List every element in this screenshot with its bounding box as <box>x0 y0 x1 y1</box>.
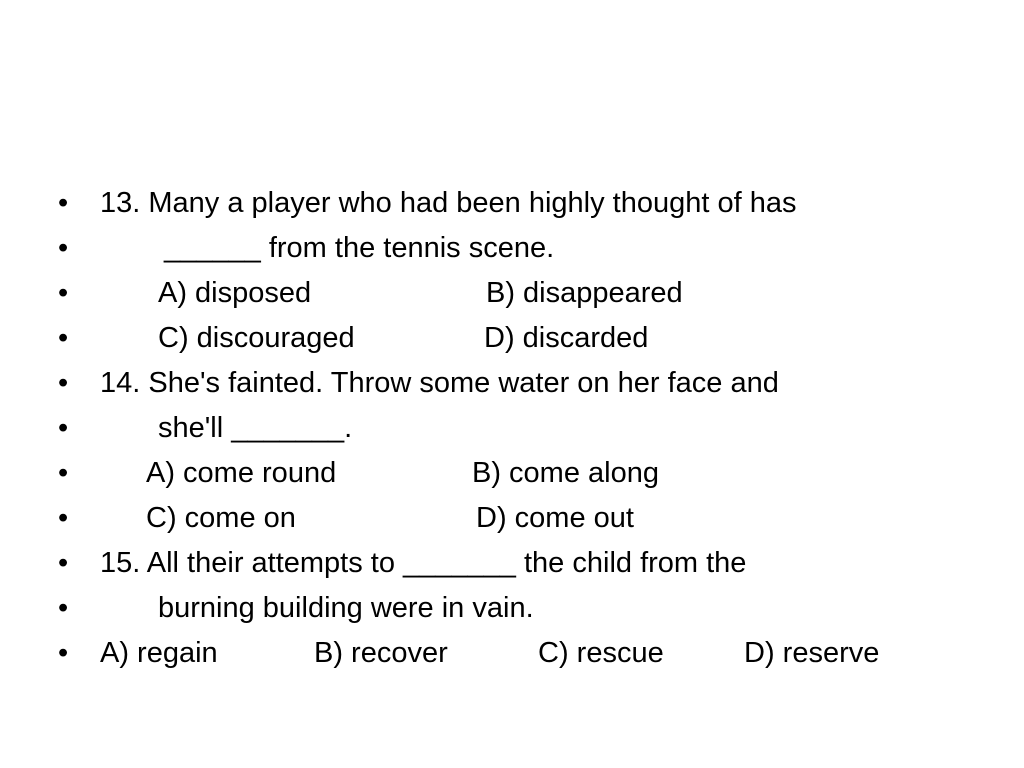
question-15-text: 15. All their attempts to _______ the child from the <box>100 547 747 579</box>
bullet: • <box>58 367 69 399</box>
option-a: A) come round <box>146 457 337 489</box>
option-c: C) rescue <box>538 637 664 669</box>
option-a: A) disposed <box>158 277 312 309</box>
option-b: B) disappeared <box>486 277 683 309</box>
question-14-text: 14. She's fainted. Throw some water on her face and <box>100 367 779 399</box>
option-b: B) come along <box>472 457 659 489</box>
option-d: D) come out <box>476 502 634 534</box>
bullet: • <box>58 592 69 624</box>
bullet: • <box>58 187 69 219</box>
option-c: C) come on <box>146 502 296 534</box>
bullet: • <box>58 277 69 309</box>
question-14-text-continued: she'll _______. <box>158 412 353 444</box>
bullet: • <box>58 457 69 489</box>
option-d: D) reserve <box>744 637 880 669</box>
question-13-text: 13. Many a player who had been highly thought of has <box>100 187 797 219</box>
question-15-text-continued: burning building were in vain. <box>158 592 534 624</box>
bullet: • <box>58 412 69 444</box>
bullet: • <box>58 637 69 669</box>
bullet: • <box>58 322 69 354</box>
option-c: C) discouraged <box>158 322 355 354</box>
bullet: • <box>58 547 69 579</box>
option-b: B) recover <box>314 637 448 669</box>
option-d: D) discarded <box>484 322 649 354</box>
bullet: • <box>58 502 69 534</box>
question-13-text-continued: ______ from the tennis scene. <box>164 232 555 264</box>
option-a: A) regain <box>100 637 218 669</box>
bullet: • <box>58 232 69 264</box>
